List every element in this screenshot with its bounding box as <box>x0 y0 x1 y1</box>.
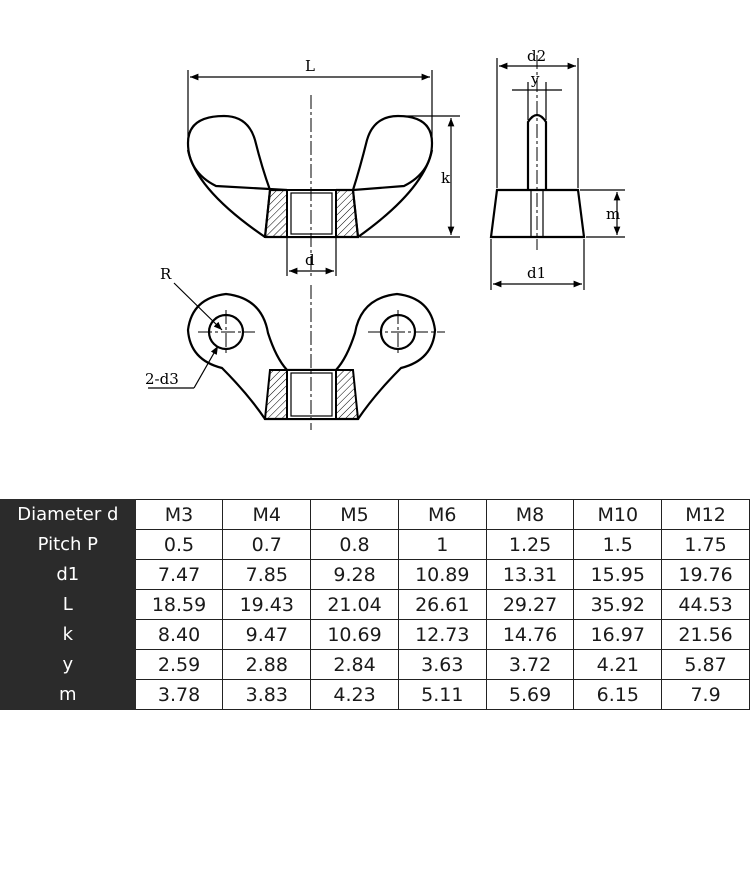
value-cell: 4.21 <box>574 650 662 680</box>
row-label-cell: L <box>1 590 136 620</box>
bottom-hub-hatch-left <box>265 370 287 419</box>
row-label-cell: m <box>1 680 136 710</box>
value-cell: 10.69 <box>311 620 399 650</box>
value-cell: 26.61 <box>398 590 486 620</box>
dim-y-label: y <box>531 70 540 88</box>
value-cell: 44.53 <box>662 590 750 620</box>
front-view <box>188 57 460 278</box>
value-cell: 7.9 <box>662 680 750 710</box>
value-cell: 5.11 <box>398 680 486 710</box>
value-cell: 21.56 <box>662 620 750 650</box>
value-cell: 16.97 <box>574 620 662 650</box>
table-row <box>1 590 750 620</box>
value-cell: 1.5 <box>574 530 662 560</box>
d3-label: 2-d3 <box>145 370 179 388</box>
dim-d-label: d <box>305 251 315 269</box>
bottom-view <box>145 265 445 430</box>
value-cell: 7.47 <box>135 560 223 590</box>
side-view <box>491 47 625 290</box>
table-row <box>1 680 750 710</box>
size-header-cell: M12 <box>662 500 750 530</box>
value-cell: 0.7 <box>223 530 311 560</box>
value-cell: 3.72 <box>486 650 574 680</box>
wing-nut-spec-table <box>0 499 750 710</box>
value-cell: 10.89 <box>398 560 486 590</box>
table-row <box>1 530 750 560</box>
row-label-cell: d1 <box>1 560 136 590</box>
bottom-hub-hatch-right <box>336 370 358 419</box>
header-row <box>1 500 750 530</box>
value-cell: 15.95 <box>574 560 662 590</box>
value-cell: 2.59 <box>135 650 223 680</box>
value-cell: 1.25 <box>486 530 574 560</box>
R-leader-line <box>174 283 222 330</box>
value-cell: 13.31 <box>486 560 574 590</box>
value-cell: 7.85 <box>223 560 311 590</box>
dim-d2-label: d2 <box>527 47 547 65</box>
table-row <box>1 650 750 680</box>
table-row <box>1 560 750 590</box>
size-header-cell: M3 <box>135 500 223 530</box>
size-header-cell: M4 <box>223 500 311 530</box>
value-cell: 21.04 <box>311 590 399 620</box>
dim-d1-label: d1 <box>527 264 547 282</box>
value-cell: 3.83 <box>223 680 311 710</box>
value-cell: 9.47 <box>223 620 311 650</box>
dim-L-label: L <box>305 57 315 75</box>
value-cell: 5.87 <box>662 650 750 680</box>
front-left-wing-lower-edge <box>188 150 265 237</box>
value-cell: 5.69 <box>486 680 574 710</box>
value-cell: 19.76 <box>662 560 750 590</box>
value-cell: 6.15 <box>574 680 662 710</box>
value-cell: 0.8 <box>311 530 399 560</box>
row-label-cell: k <box>1 620 136 650</box>
front-hub-hatch-left <box>265 190 287 237</box>
size-header-cell: M5 <box>311 500 399 530</box>
value-cell: 3.63 <box>398 650 486 680</box>
header-label-cell: Diameter d <box>1 500 136 530</box>
size-header-cell: M10 <box>574 500 662 530</box>
value-cell: 3.78 <box>135 680 223 710</box>
spec-table-body <box>1 500 750 710</box>
value-cell: 19.43 <box>223 590 311 620</box>
value-cell: 18.59 <box>135 590 223 620</box>
dim-k-label: k <box>441 169 451 187</box>
value-cell: 8.40 <box>135 620 223 650</box>
front-hub-hatch-right <box>336 190 358 237</box>
value-cell: 2.88 <box>223 650 311 680</box>
row-label-cell: y <box>1 650 136 680</box>
value-cell: 1 <box>398 530 486 560</box>
value-cell: 2.84 <box>311 650 399 680</box>
value-cell: 29.27 <box>486 590 574 620</box>
size-header-cell: M6 <box>398 500 486 530</box>
R-label: R <box>160 265 172 283</box>
row-label-cell: Pitch P <box>1 530 136 560</box>
value-cell: 0.5 <box>135 530 223 560</box>
value-cell: 35.92 <box>574 590 662 620</box>
front-right-wing-lower-edge <box>358 150 432 237</box>
value-cell: 14.76 <box>486 620 574 650</box>
value-cell: 9.28 <box>311 560 399 590</box>
value-cell: 12.73 <box>398 620 486 650</box>
value-cell: 1.75 <box>662 530 750 560</box>
value-cell: 4.23 <box>311 680 399 710</box>
size-header-cell: M8 <box>486 500 574 530</box>
table-row <box>1 620 750 650</box>
d3-leader-diagonal <box>194 346 218 388</box>
dim-m-label: m <box>606 205 621 223</box>
